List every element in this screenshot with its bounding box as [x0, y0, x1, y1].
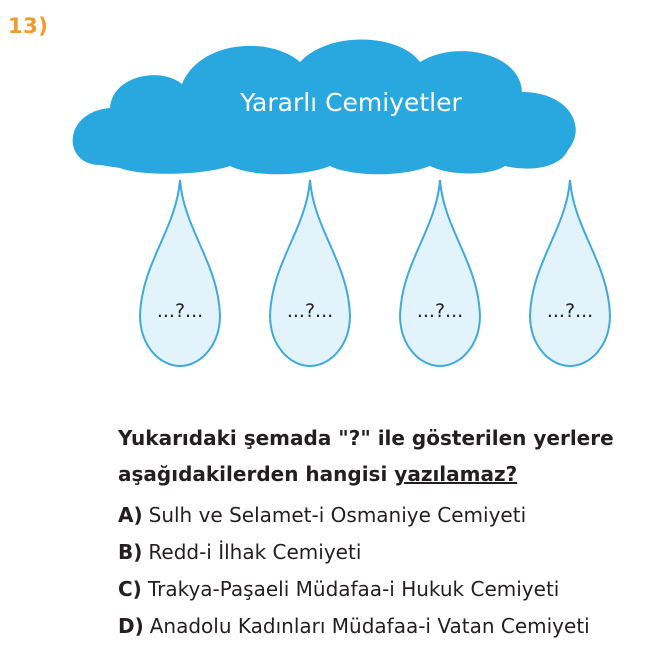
option-letter: B) — [118, 540, 143, 564]
question-number: 13) — [8, 14, 49, 38]
drop-label: ...?... — [546, 300, 594, 322]
drop-label: ...?... — [286, 300, 334, 322]
option-text: Sulh ve Selamet-i Osmaniye Cemiyeti — [148, 503, 527, 527]
question-text-underlined: yazılamaz? — [394, 462, 518, 486]
option-letter: A) — [118, 503, 143, 527]
cloud-title: Yararlı Cemiyetler — [240, 88, 462, 117]
option-text: Redd-i İlhak Cemiyeti — [148, 540, 362, 564]
option-d[interactable] — [118, 608, 670, 645]
drop-2 — [270, 180, 350, 366]
drop-label: ...?... — [156, 300, 204, 322]
option-text: Trakya-Paşaeli Müdafaa-i Hukuk Cemiyeti — [147, 577, 560, 601]
answer-options — [118, 497, 670, 645]
drop-label: ...?... — [416, 300, 464, 322]
drop-1 — [140, 180, 220, 366]
option-b[interactable] — [118, 534, 670, 571]
option-letter: C) — [118, 577, 142, 601]
question-text — [118, 420, 663, 492]
option-letter: D) — [118, 614, 144, 638]
question-text-main: Yukarıdaki şemada "?" ile gösterilen yerlere aşağıdakilerden hangisi — [118, 426, 614, 486]
option-a[interactable] — [118, 497, 670, 534]
option-text: Anadolu Kadınları Müdafaa-i Vatan Cemiyeti — [149, 614, 590, 638]
drop-4 — [530, 180, 610, 366]
option-c[interactable] — [118, 571, 670, 608]
drop-3 — [400, 180, 480, 366]
